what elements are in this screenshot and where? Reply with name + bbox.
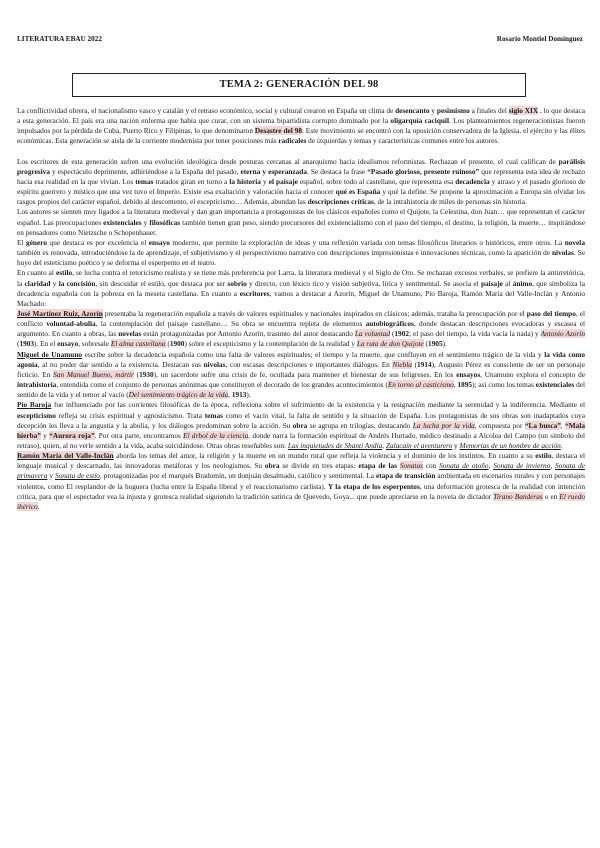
paragraph-influences — [17, 207, 585, 237]
bold-term: nivolas — [203, 359, 226, 369]
text-run: Los autores se sienten muy ligados a la literatura medieval y dan gran importancia a protagonistas de los clásicos españoles como el Quijote, la Celestina, don Juan… que representan el carácter español. Las preocupaciones — [17, 207, 585, 227]
text-run: . — [560, 441, 563, 450]
text-run: y qué la define. Se propone la aproximación a Europa sin olvidar los rasgos propios del carácter español, debido al descontento, el escepticismo… Además, abundan las — [17, 187, 585, 207]
bold-term: 1902 — [394, 329, 409, 339]
text-run: , — [560, 420, 566, 430]
text-run: y — [47, 471, 55, 481]
text-run: del sentido de la vida y el temor al vacío ( — [17, 380, 585, 400]
text-run: aborda los temas del amor, la religión y la muerte en un mundo rural que refleja la violencia y el dominio de los instintos. En cuanto a su — [113, 451, 536, 461]
bold-term: “Pasado glorioso, presente ruinoso” — [367, 166, 480, 176]
bold-term: estilo — [535, 451, 552, 461]
text-run: , que simboliza la decadencia española con la pobreza en la meseta castellana. En cuanto a — [17, 278, 585, 298]
text-run: , — [453, 380, 458, 390]
text-run: también es renovada, introduciéndose la de aprendizaje, el subjetivismo y el perspectivismo narrativo con descripciones impresionistas e innovaciones técnicas, como la aparición de — [17, 248, 552, 258]
text-run: , vamos a destacar a Azorín, Miguel de Unamuno, Pío Baroja, Ramón María del Valle-Inclán y Antonio Machado: — [17, 288, 585, 308]
text-run: . — [37, 501, 40, 511]
text-run: y — [452, 441, 460, 450]
text-run: y — [40, 430, 50, 440]
highlighted-term: “Aurora roja” — [49, 430, 95, 440]
bold-term: 1930 — [139, 369, 154, 379]
paragraph-genres — [17, 238, 585, 268]
bold-term: ensayos — [456, 369, 481, 379]
work-title: En torno al casticismo — [387, 380, 454, 390]
text-run: ), Augusto Pérez es consciente de ser un personaje ficticio. En — [17, 359, 585, 379]
work-title: El árbol de la ciencia — [183, 430, 249, 440]
text-run: , sobresale — [78, 339, 111, 349]
text-run: . Se destaca la frase — [307, 166, 368, 176]
text-run: , — [550, 461, 556, 471]
text-run: refleja su crisis espiritual y agnosticismo. Trata — [55, 410, 205, 420]
text-run: , una deformación grotesca de la realidad con intención crítica, para que el espectador vea la injusta y grotesca realidad siguiendo la tradición satírica de Quevedo, Goya... que puede apreciarse en la novela de dictador — [17, 481, 585, 501]
text-run: al — [502, 278, 513, 288]
text-run: a finales del — [469, 106, 509, 115]
text-run: y espectáculo deprimente, adhiriéndose a la España del pasado, — [49, 166, 241, 176]
text-run: ( — [165, 339, 170, 349]
bold-term: descripciones críticas — [307, 197, 374, 207]
work-title: Zalacaín el aventurero — [385, 441, 453, 450]
page-title: TEMA 2: GENERACIÓN DEL 98 — [72, 73, 526, 97]
text-run: ambientada en escenarios rurales y con personajes violentos, como El resplandor de la hoguera (lucha entre la España liberal y el reaccionarismo carlista). — [17, 471, 585, 491]
text-run: , — [382, 441, 386, 450]
author-name: Miguel de Unamuno — [17, 349, 83, 359]
bold-term: existenciales — [103, 217, 142, 227]
highlighted-term: “La busca” — [524, 420, 561, 430]
bold-term: filosóficas — [149, 217, 181, 227]
work-title: Las inquietudes de Shanti Andía — [287, 441, 383, 450]
text-run: , al no poder dar sentido a la existencia. Destacan sus — [37, 359, 204, 369]
bold-term: nivolas — [551, 248, 574, 258]
text-run: , entendida como el conjunto de personas anónimas que constituyen el decorado de los grandes acontecimientos ( — [56, 380, 388, 390]
text-run: y atraso y el pasado glorioso de espíritu guerrero y místico que una vez tuvo el Imperio. Existe esa exaltación y valoración hacia el conocer — [17, 176, 585, 197]
text-run: , protagonizadas por el marqués Bradomín, un donjuán desalmado, católico y sentimental. La — [99, 471, 376, 481]
bold-term: ensayo — [57, 339, 79, 349]
text-run: , el conflicto — [17, 308, 585, 329]
bold-term: sobrio — [227, 278, 247, 288]
text-run: ) sobre el escepticismo y la contemplación de la realidad y — [184, 339, 357, 349]
highlighted-term: “Mala hierba” — [17, 420, 585, 440]
work-title: San Manuel Bueno, mártir — [53, 369, 134, 379]
bold-term: eterna y esperanzada — [240, 166, 307, 176]
paragraph-intro — [17, 106, 585, 147]
bold-term: ensayo — [148, 237, 170, 247]
text-run: El — [17, 237, 27, 247]
text-run: ), un sacerdote sufre una crisis de fe, ocultada para mantener el bienestar de sus feligreses. En los — [153, 369, 457, 379]
text-run: ( — [411, 359, 417, 369]
bold-term: qué es España — [335, 187, 381, 197]
text-run: como el vacío vital, la falta de sentido y la situación de España. Los protagonistas de sus obras son inadaptados cuya decepción les lleva a la angustia y la abulia, y los diálogos predominan sobre la acción. Su — [17, 410, 585, 430]
text-run: fue influenciado por las corrientes filosóficas de la época, reflexiona sobre el sufrimiento de la existencia y la resignación mediante la serenidad y la indiferencia. Mediante el — [51, 400, 585, 410]
text-run: Los escritores de esta generación sufren una evolución ideológica desde posturas cercanas al anarquismo hacia idealismos reformistas. Rechazan el presente, el cual califican de — [17, 156, 559, 166]
bold-term: 1914 — [417, 359, 432, 369]
work-title: El ruedo ibérico — [17, 491, 585, 511]
text-run: con — [422, 461, 440, 471]
paragraph-valle-inclan — [17, 451, 585, 512]
page-header — [17, 35, 583, 47]
bold-term: parálisis progresiva — [17, 156, 585, 176]
text-run: ). En el — [34, 339, 58, 349]
paragraph-baroja — [17, 400, 585, 451]
bold-term: existenciales — [535, 380, 575, 390]
document-body — [17, 106, 585, 836]
bold-term: obra — [292, 420, 308, 430]
bold-term: escepticismo — [17, 410, 56, 420]
work-title: Sonata de invierno — [493, 461, 551, 471]
text-run: se divide en tres etapas: — [279, 461, 359, 471]
highlighted-term: Desastre del 98 — [254, 126, 303, 136]
text-run: presentaba la regeneración española a través de valores espirituales y nacionales inspirados en clásicos; además, trataba la preocupación por el — [102, 308, 527, 318]
work-title: Del sentimiento trágico de la vida — [128, 390, 229, 400]
text-run: ( — [133, 369, 140, 379]
bold-term: decadencia — [455, 176, 490, 186]
bold-term: temas — [204, 410, 223, 420]
text-run: español, sobre todo al castellano, que representa esa — [297, 176, 456, 186]
text-run: tratados giran en torno a — [153, 176, 230, 186]
text-run: que destaca es por excelencia el — [47, 237, 149, 247]
text-run: ( — [17, 339, 20, 349]
text-run: , compuesta por — [474, 420, 525, 430]
work-title: Sonata de primavera — [17, 461, 585, 481]
bold-term: etapa de las — [358, 461, 397, 471]
bold-term: autobiográficos — [365, 319, 414, 329]
bold-term: estilo — [55, 268, 73, 278]
bold-term: claridad — [24, 278, 51, 288]
bold-term: 1913 — [231, 390, 247, 400]
work-title: La ruta de don Quijote — [356, 339, 424, 349]
text-run: , lo que destaca a esta generación. El país era una nación enferma que había que curar, con un sistema bipartidista corrupto dominado por la — [17, 106, 585, 126]
text-run: La conflictividad obrera, el nacionalismo vasco y catalán y el retraso económico, social y cultural crearon en España un clima de — [17, 106, 396, 115]
text-run: , destaca el lenguaje musical y descarnado, las innovadoras metáforas y los neologismos. Su — [17, 451, 585, 471]
work-title: La lucha por la vida — [412, 420, 475, 430]
text-run: y — [141, 217, 150, 227]
bold-term: etapa de transición — [375, 471, 436, 481]
text-run: , de la intrahistoria de miles de personas sin historia. — [373, 197, 527, 207]
bold-term: oligarquía caciquil — [390, 116, 449, 126]
text-run: , se lucha contra el retoricismo realista y se tiene más preferencia por Larra, la literatura medieval y el Siglo de Oro. Se rechazan excesos verbales, se prefiere la antirretórica, la — [17, 268, 585, 288]
work-title: Antonio Azorín — [540, 329, 585, 339]
work-title: El alma castellana — [110, 339, 166, 349]
author-name: José Martínez Ruiz, Azorín — [17, 308, 103, 318]
paragraph-unamuno — [17, 350, 585, 401]
bold-term: la historia — [229, 176, 261, 186]
text-run: En cuanto al — [17, 268, 56, 278]
text-run: y — [429, 106, 437, 115]
text-run: ; el paso del tiempo, la vida vacía la nada) y — [409, 329, 541, 339]
work-title: Tirano Banderas — [493, 491, 543, 501]
text-run: están protagonizadas por Antonio Azorín, trasunto del autor destacando — [141, 329, 355, 339]
paragraph-style — [17, 268, 585, 309]
author-name: Ramón María del Valle-Inclán — [17, 451, 114, 461]
text-run: moderno, que permite la exploración de ideas y una reflexión variada con temas filosóficos literarios o históricos, entre otros. La — [169, 237, 565, 247]
text-run: , donde destacan descripciones evocadoras y escasea el argumento. En cuanto a obras, las — [17, 319, 585, 339]
highlighted-term: siglo XIX — [508, 106, 539, 115]
text-run: , — [488, 461, 494, 471]
text-run: de izquierdas y temas y características comunes entre los autores. — [306, 136, 500, 146]
text-run: ). — [246, 390, 251, 400]
bold-term: escritores — [239, 288, 270, 298]
text-run: . Este movimiento se encontró con la oposición conservadora de la Iglesia, el ejército y las élites económicas. Esta generación se aisla de la corriente modernista por tener posiciones más — [17, 126, 585, 146]
work-title: Memorias de un hombre de acción — [459, 441, 561, 450]
paragraph-azorin — [17, 309, 585, 350]
header-author: Rosario Montiel Domínguez — [496, 35, 583, 43]
text-run: ( — [390, 329, 395, 339]
bold-term: pesimismo — [436, 106, 470, 115]
bold-term: género — [26, 237, 47, 247]
bold-term: la concisión — [58, 278, 96, 288]
bold-term: obra — [264, 461, 280, 471]
text-run: también tienen gran peso, siendo precursores del existencialismo con el paso del tiempo, el destino, la religión, la muerte… inspirándose en pensadores como Nietzsche o Schopenhauer. — [17, 217, 585, 237]
text-run: ). — [442, 339, 447, 349]
header-course: LITERATURA EBAU 2022 — [17, 35, 102, 43]
bold-term: 1905 — [428, 339, 443, 349]
text-run: y — [50, 278, 59, 288]
bold-term: el paisaje — [268, 176, 298, 186]
work-title: Niebla — [392, 359, 412, 369]
text-run: o en — [542, 491, 560, 501]
bold-term: voluntad-abulia — [46, 319, 96, 329]
bold-term: 1903 — [19, 339, 35, 349]
bold-term: ánimo — [512, 278, 533, 288]
text-run: ( — [423, 339, 429, 349]
text-run: . Por otra parte, encontramos — [94, 430, 184, 440]
bold-term: paisaje — [480, 278, 503, 288]
text-run: se agrupa en trilogías, destacando — [307, 420, 413, 430]
bold-term: 1900 — [169, 339, 185, 349]
bold-term: temas — [135, 176, 154, 186]
text-run: que representa esta idea de rechazo hacia esa realidad en la que vivían. Los — [17, 166, 585, 186]
bold-term: novela — [564, 237, 585, 247]
bold-term: Y la etapa de los esperpentos — [327, 481, 420, 491]
text-run: , donde narra la formación espiritual de Andrés Hurtado, médico destinado a Alcolea del Campo (un símbolo del retraso), quien, al no verle sentido a la vida, acaba suicidándose. Otras obras reseñables son: — [17, 430, 585, 450]
text-run: y directo, con léxico rico y visión subjetiva, lírica y sentimental. Se asocia el — [246, 278, 481, 288]
work-title: Sonatas — [399, 461, 423, 471]
bold-term: intrahistoria — [17, 380, 57, 390]
text-run: y — [260, 176, 269, 186]
author-name: Pío Baroja — [17, 400, 52, 410]
bold-term: 1895 — [457, 380, 473, 390]
bold-term: novelas — [118, 329, 142, 339]
work-title: Sonata de estío — [55, 471, 100, 481]
work-title: La voluntad — [354, 329, 391, 339]
paragraph-ideology — [17, 157, 585, 208]
bold-term: la vida como agonía — [17, 349, 585, 369]
text-run: . Se huye del esteticismo poético y se deforma el esperpento en el teatro. — [17, 248, 585, 268]
bold-term: desencanto — [395, 106, 430, 115]
text-run: , — [228, 390, 232, 400]
text-run: ); así como los temas — [472, 380, 536, 390]
bold-term: radicales — [278, 136, 307, 146]
text-run: escribe sobre la decadencia española como una falta de valores espirituales; el tiempo y la muerte, que confluyen en el sentimiento trágico de la vida y — [82, 349, 545, 359]
text-run: . Los planteamientos regeneracionistas fueron impulsados por la pérdida de Cuba, Puerto Rico y Filipinas, lo que denominaron — [17, 116, 585, 136]
text-run: , Unamuno explora el concepto de — [480, 369, 585, 379]
text-run: , con escasas descripciones e importantes diálogos. En — [225, 359, 393, 369]
text-run: , la contemplación del paisaje castellano… Su obra se encuentra repleta de elementos — [95, 319, 366, 329]
bold-term: paso del tiempo — [526, 308, 576, 318]
work-title: Sonata de otoño — [439, 461, 489, 471]
text-run: , sin descuidar el estilo, que destaca por ser — [95, 278, 228, 288]
